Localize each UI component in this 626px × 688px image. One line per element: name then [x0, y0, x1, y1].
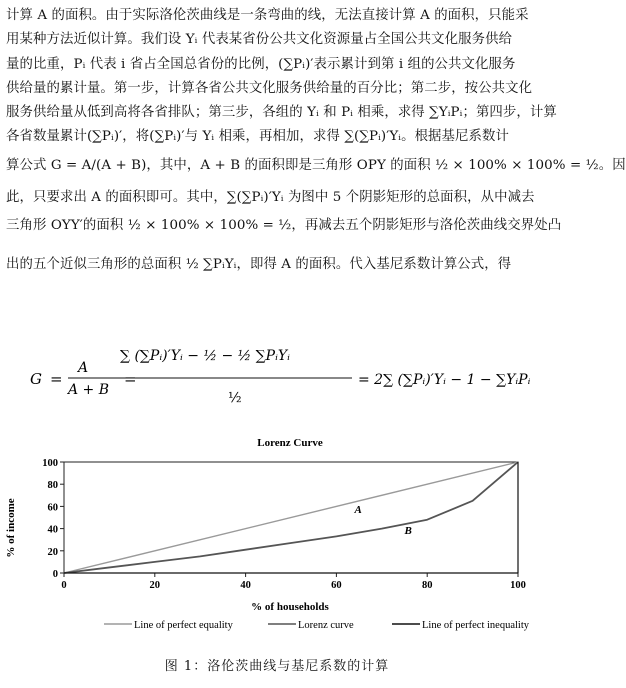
paragraph-line: 服务供给量从低到高将各省排队；第三步，各组的 Yᵢ 和 Pᵢ 相乘，求得 ∑YᵢPᵢ；第四步，计算	[6, 105, 557, 121]
y-axis-label: % of income	[5, 498, 17, 558]
y-tick-label: 100	[42, 458, 58, 469]
x-tick-label: 80	[421, 580, 433, 591]
x-tick-label: 100	[510, 580, 526, 591]
paragraph-line: 三角形 OYY′的面积 ½ × 100% × 100% = ½，再减去五个阴影矩形与洛伦茨曲线交界处凸	[6, 218, 562, 234]
x-tick-label: 0	[61, 580, 67, 591]
legend-entry: Lorenz curve	[298, 620, 354, 631]
x-tick-label: 40	[240, 580, 251, 591]
paragraph-line: 各省数量累计(∑Pᵢ)′，将(∑Pᵢ)′与 Yᵢ 相乘，再相加，求得 ∑(∑Pᵢ)′Yᵢ。根据基尼系数计	[6, 129, 510, 145]
series-lines	[64, 462, 518, 573]
gini-formula	[30, 338, 550, 420]
figure-caption: 图 1：洛伦茨曲线与基尼系数的计算	[164, 659, 390, 674]
formula-equals: =	[50, 370, 63, 388]
formula-AplusB: A + B	[68, 382, 110, 398]
region-label: A	[354, 504, 362, 517]
paragraph-line: 用某种方法近似计算。我们设 Yᵢ 代表某省份公共文化资源量占全国公共文化服务供给	[6, 32, 513, 48]
paragraph-line: 此，只要求出 A 的面积即可。其中，∑(∑Pᵢ)′Yᵢ 为图中 5 个阴影矩形的总面积，从中减去	[6, 190, 535, 206]
paragraph-line: 供给量的累计量。第一步，计算各省公共文化服务供给量的百分比；第二步，按公共文化	[6, 80, 533, 96]
legend-entry: Line of perfect equality	[134, 620, 233, 631]
y-tick-label: 60	[47, 502, 58, 514]
y-tick-label: 80	[47, 480, 58, 492]
formula-numerator: ∑ (∑Pᵢ)′Yᵢ − ½ − ½ ∑PᵢYᵢ	[120, 348, 290, 364]
formula-rhs: = 2∑ (∑Pᵢ)′Yᵢ − 1 − ∑YᵢPᵢ	[358, 372, 531, 388]
formula-equals-2: =	[124, 370, 137, 388]
y-tick-label: 0	[52, 569, 58, 580]
x-axis-label: % of households	[251, 601, 329, 613]
formula-G: G	[30, 370, 42, 388]
x-tick-label: 60	[331, 580, 342, 591]
legend	[104, 620, 530, 631]
y-tick-label: 20	[47, 546, 58, 558]
y-tick-label: 40	[47, 524, 58, 536]
body-paragraph	[6, 4, 626, 277]
paragraph-line: 计算 A 的面积。由于实际洛伦茨曲线是一条弯曲的线，无法直接计算 A 的面积，只能采	[6, 8, 529, 23]
chart-title: Lorenz Curve	[257, 437, 323, 449]
x-tick-label: 20	[149, 580, 161, 591]
paragraph-line: 算公式 G = A/(A + B)，其中，A + B 的面积即是三角形 OPY 的面积 ½ × 100% × 100% = ½。因	[6, 157, 626, 173]
formula-denominator: ½	[228, 390, 242, 406]
region-label: B	[404, 525, 412, 538]
paragraph-line: 出的五个近似三角形的总面积 ½ ∑PᵢYᵢ，即得 A 的面积。代入基尼系数计算公式，得	[6, 256, 512, 272]
legend-entry: Line of perfect inequality	[422, 620, 529, 631]
paragraph-line: 量的比重，Pᵢ 代表 i 省占全国总省份的比例，(∑Pᵢ)′表示累计到第 i 组的公共文化服务	[6, 56, 516, 72]
lorenz-curve-chart	[0, 432, 554, 646]
series-line	[64, 462, 518, 573]
formula-A: A	[78, 360, 89, 376]
